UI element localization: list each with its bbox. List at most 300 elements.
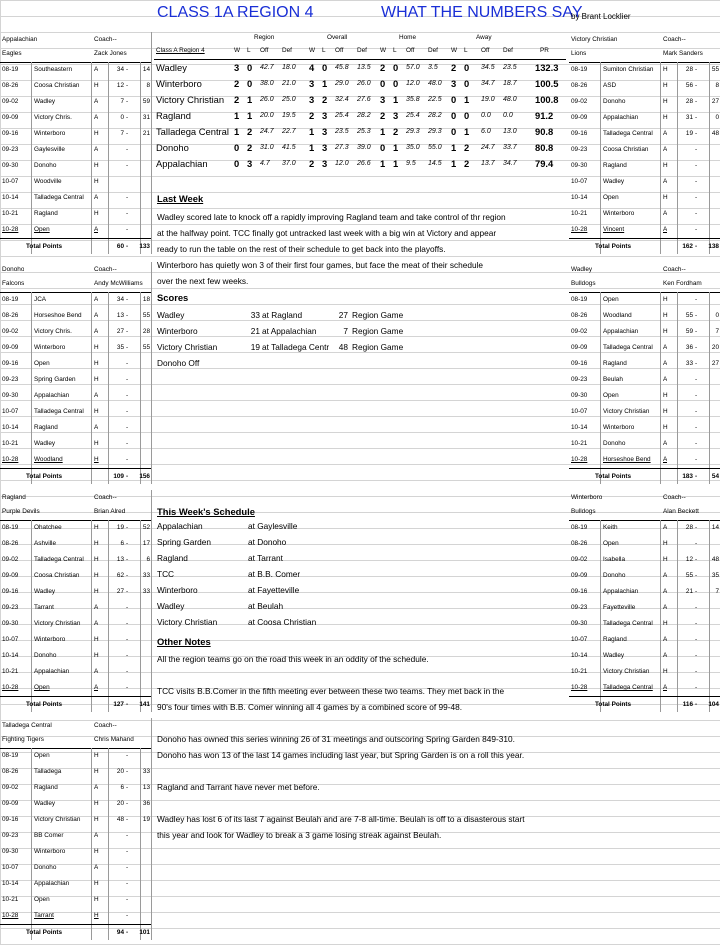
team-mascot: Purple Devils bbox=[2, 508, 40, 515]
game-dash: - bbox=[695, 620, 698, 627]
standings-cell-ow: 2 bbox=[309, 110, 315, 121]
game-location: A bbox=[663, 376, 668, 383]
game-opponent: Victory Christian bbox=[34, 620, 81, 627]
standings-cell-hoff: 35.0 bbox=[406, 144, 420, 151]
standings-team-name: Winterboro bbox=[156, 78, 202, 89]
page-title: CLASS 1A REGION 4 bbox=[157, 4, 314, 21]
game-points-for: 13 bbox=[116, 312, 124, 319]
game-row bbox=[0, 110, 151, 126]
team-school-name: Ragland bbox=[2, 494, 26, 501]
game-dash: - bbox=[126, 312, 129, 319]
game-date: 09-16 bbox=[571, 360, 588, 367]
standings-cell-aoff: 19.0 bbox=[481, 96, 495, 103]
game-dash: - bbox=[126, 194, 129, 201]
game-location: H bbox=[94, 344, 99, 351]
game-date: 10-21 bbox=[2, 210, 19, 217]
total-points-against: 54 bbox=[711, 473, 719, 480]
standings-cell-rl: 1 bbox=[247, 110, 253, 121]
total-points-label: Total Points bbox=[26, 701, 63, 708]
game-points-against: 21 bbox=[142, 130, 150, 137]
total-points-label: Total Points bbox=[26, 243, 63, 250]
game-opponent: Ragland bbox=[34, 210, 58, 217]
game-row bbox=[569, 190, 720, 206]
team-mascot: Lions bbox=[571, 50, 587, 57]
score-note: Region Game bbox=[352, 310, 404, 320]
score-team: Winterboro bbox=[157, 326, 198, 336]
standings-cell-aw: 1 bbox=[451, 158, 457, 169]
game-location: A bbox=[94, 392, 99, 399]
standings-column-headers bbox=[154, 43, 566, 59]
coach-label: Coach-- bbox=[94, 494, 117, 501]
coach-name: Zack Jones bbox=[94, 50, 127, 57]
game-row bbox=[0, 404, 151, 420]
game-location: A bbox=[663, 130, 668, 137]
header-overall: Overall bbox=[327, 34, 348, 41]
standings-cell-ow: 1 bbox=[309, 142, 315, 153]
game-date: 09-30 bbox=[2, 162, 19, 169]
schedule-opponent: at Gaylesville bbox=[248, 521, 298, 531]
game-opponent: Appalachian bbox=[603, 588, 639, 595]
game-row bbox=[569, 142, 720, 158]
standings-cell-ow: 2 bbox=[309, 158, 315, 169]
game-location: H bbox=[663, 408, 668, 415]
game-points-against: 55 bbox=[142, 344, 150, 351]
note-line: 90's four times with B.B. Comer winning all 4 games by a combined score of 99-48. bbox=[157, 702, 463, 712]
standings-cell-rdef: 37.0 bbox=[282, 160, 296, 167]
col-home-def: Def bbox=[428, 47, 438, 54]
game-opponent: Ragland bbox=[34, 784, 58, 791]
standings-cell-rl: 2 bbox=[247, 126, 253, 137]
game-opponent: Sumiton Christian bbox=[603, 66, 654, 73]
standings-cell-al: 0 bbox=[464, 62, 470, 73]
game-points-for: 7 bbox=[120, 98, 124, 105]
total-dash: - bbox=[126, 243, 129, 250]
standings-cell-hdef: 29.3 bbox=[428, 128, 442, 135]
game-row bbox=[569, 110, 720, 126]
game-dash: - bbox=[126, 392, 129, 399]
game-row bbox=[0, 536, 151, 552]
game-location: A bbox=[663, 178, 668, 185]
game-date: 08-19 bbox=[571, 296, 588, 303]
standings-cell-pr: 91.2 bbox=[535, 110, 554, 121]
game-dash: - bbox=[126, 456, 129, 463]
game-points-for: 35 bbox=[116, 344, 124, 351]
game-row bbox=[0, 388, 151, 404]
total-points-for: 94 bbox=[116, 929, 124, 936]
game-opponent: Open bbox=[34, 684, 50, 691]
last-week-line: over the next few weeks. bbox=[157, 276, 249, 286]
game-row bbox=[569, 568, 720, 584]
game-row bbox=[0, 616, 151, 632]
score-points-1: 21 bbox=[250, 326, 260, 336]
col-away-w: W bbox=[451, 47, 458, 54]
game-location: H bbox=[663, 312, 668, 319]
game-row bbox=[0, 78, 151, 94]
score-points-2: 48 bbox=[338, 342, 348, 352]
game-date: 09-02 bbox=[571, 98, 588, 105]
game-opponent: BB Comer bbox=[34, 832, 64, 839]
game-dash: - bbox=[695, 540, 698, 547]
game-opponent: Victory Christian bbox=[603, 408, 650, 415]
game-row bbox=[569, 600, 720, 616]
game-row bbox=[0, 568, 151, 584]
game-location: A bbox=[94, 668, 99, 675]
standings-cell-hoff: 12.0 bbox=[406, 80, 420, 87]
coach-label: Coach-- bbox=[94, 266, 117, 273]
game-opponent: Victory Christian bbox=[34, 816, 81, 823]
game-date: 10-07 bbox=[571, 178, 588, 185]
game-row bbox=[569, 356, 720, 372]
game-location: H bbox=[94, 376, 99, 383]
game-location: A bbox=[94, 328, 99, 335]
game-date: 09-09 bbox=[2, 344, 19, 351]
team-schedule-table bbox=[0, 32, 151, 260]
game-date: 10-14 bbox=[2, 424, 19, 431]
game-date: 09-30 bbox=[571, 162, 588, 169]
game-location: H bbox=[663, 82, 668, 89]
standings-cell-ol: 1 bbox=[322, 78, 328, 89]
standings-cell-rw: 0 bbox=[234, 142, 240, 153]
game-row bbox=[0, 324, 151, 340]
standings-cell-aoff: 34.7 bbox=[481, 80, 495, 87]
game-dash: - bbox=[695, 376, 698, 383]
game-date: 09-09 bbox=[571, 344, 588, 351]
standings-cell-hw: 1 bbox=[380, 158, 386, 169]
coach-name: Ken Fordham bbox=[663, 280, 702, 287]
game-points-against: 19 bbox=[142, 816, 150, 823]
note-line: this year and look for Wadley to break a 3 game losing streak against Beulah. bbox=[157, 830, 442, 840]
team-schedule-table bbox=[569, 32, 720, 260]
game-location: A bbox=[663, 456, 668, 463]
score-points-1: 33 bbox=[250, 310, 260, 320]
standings-cell-hoff: 35.8 bbox=[406, 96, 420, 103]
game-row bbox=[569, 584, 720, 600]
game-date: 09-30 bbox=[2, 392, 19, 399]
coach-name: Andy McWilliams bbox=[94, 280, 143, 287]
total-dash: - bbox=[695, 243, 698, 250]
game-dash: - bbox=[126, 376, 129, 383]
game-row bbox=[0, 860, 151, 876]
game-dash: - bbox=[695, 210, 698, 217]
team-subheader-row bbox=[0, 276, 151, 293]
game-dash: - bbox=[695, 82, 698, 89]
standings-cell-hl: 1 bbox=[393, 158, 399, 169]
total-points-row bbox=[0, 924, 151, 941]
game-opponent: Tarrant bbox=[34, 912, 54, 919]
game-date: 08-19 bbox=[2, 66, 19, 73]
game-opponent: Donoho bbox=[603, 98, 626, 105]
game-date: 08-19 bbox=[571, 66, 588, 73]
game-opponent: Ashville bbox=[34, 540, 57, 547]
game-date: 09-09 bbox=[2, 114, 19, 121]
game-opponent: Donoho bbox=[34, 162, 57, 169]
standings-cell-roff: 42.7 bbox=[260, 64, 274, 71]
score-opponent: at Appalachian bbox=[262, 326, 317, 336]
game-date: 10-28 bbox=[2, 456, 19, 463]
game-points-against: 48 bbox=[711, 130, 719, 137]
game-date: 10-07 bbox=[571, 408, 588, 415]
total-points-label: Total Points bbox=[26, 929, 63, 936]
game-opponent: Wadley bbox=[34, 440, 56, 447]
game-date: 09-23 bbox=[571, 376, 588, 383]
game-dash: - bbox=[126, 848, 129, 855]
game-row bbox=[569, 62, 720, 78]
game-date: 10-28 bbox=[2, 226, 19, 233]
game-date: 09-02 bbox=[571, 328, 588, 335]
game-dash: - bbox=[126, 98, 129, 105]
game-date: 10-28 bbox=[571, 684, 588, 691]
game-location: H bbox=[663, 114, 668, 121]
game-location: A bbox=[94, 194, 99, 201]
game-row bbox=[569, 536, 720, 552]
game-dash: - bbox=[126, 146, 129, 153]
game-row bbox=[569, 520, 720, 536]
standings-cell-adef: 13.0 bbox=[503, 128, 517, 135]
total-points-label: Total Points bbox=[595, 243, 632, 250]
schedule-team: Appalachian bbox=[157, 521, 203, 531]
standings-cell-rdef: 25.0 bbox=[282, 96, 296, 103]
coach-label: Coach-- bbox=[94, 36, 117, 43]
col-region-off: Off bbox=[260, 47, 269, 54]
game-points-against: 36 bbox=[142, 800, 150, 807]
game-opponent: Ragland bbox=[603, 360, 627, 367]
game-date: 10-28 bbox=[2, 912, 19, 919]
game-date: 08-19 bbox=[571, 524, 588, 531]
game-opponent: Horseshoe Bend bbox=[603, 456, 651, 463]
game-location: A bbox=[94, 620, 99, 627]
game-location: A bbox=[663, 524, 668, 531]
game-dash: - bbox=[695, 684, 698, 691]
game-points-for: 55 bbox=[685, 572, 693, 579]
col-away-off: Off bbox=[481, 47, 490, 54]
team-schedule-table bbox=[569, 490, 720, 718]
team-schedule-table bbox=[569, 262, 720, 490]
game-location: H bbox=[94, 210, 99, 217]
game-row bbox=[569, 158, 720, 174]
game-opponent: Talladega bbox=[34, 768, 62, 775]
game-date: 09-30 bbox=[571, 392, 588, 399]
game-row bbox=[569, 616, 720, 632]
total-points-for: 127 bbox=[113, 701, 124, 708]
game-opponent: Donoho bbox=[603, 572, 626, 579]
game-row bbox=[0, 892, 151, 908]
game-date: 09-23 bbox=[2, 604, 19, 611]
standings-cell-hw: 2 bbox=[380, 110, 386, 121]
game-row bbox=[569, 340, 720, 356]
game-opponent: Coosa Christian bbox=[34, 82, 80, 89]
standings-row bbox=[154, 108, 566, 124]
game-points-against: 14 bbox=[711, 524, 719, 531]
coach-name: Brian Alred bbox=[94, 508, 126, 515]
standings-cell-hdef: 28.2 bbox=[428, 112, 442, 119]
game-location: A bbox=[94, 98, 99, 105]
game-location: H bbox=[94, 360, 99, 367]
game-date: 10-21 bbox=[2, 668, 19, 675]
total-dash: - bbox=[126, 473, 129, 480]
schedule-opponent: at Tarrant bbox=[248, 553, 283, 563]
game-points-for: 6 bbox=[120, 540, 124, 547]
game-location: H bbox=[94, 588, 99, 595]
standings-cell-aoff: 34.5 bbox=[481, 64, 495, 71]
game-points-for: 62 bbox=[116, 572, 124, 579]
game-location: H bbox=[663, 556, 668, 563]
coach-name: Alan Beckett bbox=[663, 508, 699, 515]
other-notes-heading: Other Notes bbox=[157, 636, 211, 647]
standings-cell-hw: 1 bbox=[380, 126, 386, 137]
coach-label: Coach-- bbox=[663, 266, 686, 273]
game-date: 09-09 bbox=[2, 572, 19, 579]
standings-cell-hdef: 48.0 bbox=[428, 80, 442, 87]
standings-row bbox=[154, 76, 566, 92]
schedule-opponent: at Donoho bbox=[248, 537, 287, 547]
game-dash: - bbox=[126, 360, 129, 367]
standings-cell-ow: 3 bbox=[309, 94, 315, 105]
game-dash: - bbox=[695, 114, 698, 121]
schedule-team: Ragland bbox=[157, 553, 188, 563]
game-location: H bbox=[663, 392, 668, 399]
standings-cell-roff: 31.0 bbox=[260, 144, 274, 151]
game-row bbox=[569, 404, 720, 420]
standings-cell-rw: 2 bbox=[234, 94, 240, 105]
standings-cell-rw: 1 bbox=[234, 110, 240, 121]
game-opponent: Winterboro bbox=[34, 848, 66, 855]
game-points-for: 34 bbox=[116, 66, 124, 73]
col-region-w: W bbox=[234, 47, 241, 54]
game-points-against: 31 bbox=[142, 114, 150, 121]
game-opponent: Victory Christian bbox=[603, 668, 650, 675]
standings-cell-rl: 2 bbox=[247, 142, 253, 153]
standings-row bbox=[154, 156, 566, 172]
game-row bbox=[0, 844, 151, 860]
standings-cell-pr: 90.8 bbox=[535, 126, 554, 137]
game-opponent: Open bbox=[603, 392, 619, 399]
game-opponent: Talladega Central bbox=[34, 194, 84, 201]
team-subheader-row bbox=[0, 504, 151, 521]
standings-team-name: Donoho bbox=[156, 142, 189, 153]
schedule-heading: This Week's Schedule bbox=[157, 506, 255, 517]
game-opponent: Coosa Christian bbox=[603, 146, 649, 153]
total-points-label: Total Points bbox=[26, 473, 63, 480]
game-opponent: Fayetteville bbox=[603, 604, 636, 611]
game-row bbox=[0, 452, 151, 468]
game-date: 09-23 bbox=[2, 376, 19, 383]
header-away: Away bbox=[476, 34, 492, 41]
game-points-against: 52 bbox=[142, 524, 150, 531]
standings-cell-adef: 48.0 bbox=[503, 96, 517, 103]
game-row bbox=[569, 648, 720, 664]
standings-cell-al: 1 bbox=[464, 94, 470, 105]
game-opponent: Winterboro bbox=[34, 130, 66, 137]
standings-cell-hw: 0 bbox=[380, 78, 386, 89]
col-away-def: Def bbox=[503, 47, 513, 54]
game-points-against: 33 bbox=[142, 588, 150, 595]
game-row bbox=[0, 748, 151, 764]
game-location: H bbox=[94, 408, 99, 415]
score-team: Donoho Off bbox=[157, 358, 200, 368]
game-dash: - bbox=[126, 864, 129, 871]
game-points-for: 7 bbox=[120, 130, 124, 137]
game-location: A bbox=[663, 344, 668, 351]
game-dash: - bbox=[126, 66, 129, 73]
game-date: 08-26 bbox=[2, 312, 19, 319]
game-opponent: Open bbox=[34, 360, 50, 367]
game-row bbox=[569, 206, 720, 222]
game-date: 10-21 bbox=[571, 210, 588, 217]
game-opponent: Horseshoe Bend bbox=[34, 312, 82, 319]
standings-cell-rdef: 18.0 bbox=[282, 64, 296, 71]
game-date: 08-19 bbox=[2, 752, 19, 759]
game-opponent: Appalachian bbox=[34, 392, 70, 399]
last-week-line: at the halfway point. TCC finally got untracked last week with a big win at Victory and appear bbox=[157, 228, 497, 238]
game-opponent: Donoho bbox=[34, 864, 57, 871]
standings-cell-rw: 2 bbox=[234, 78, 240, 89]
game-points-for: 27 bbox=[116, 328, 124, 335]
standings-cell-adef: 23.5 bbox=[503, 64, 517, 71]
game-points-for: 0 bbox=[120, 114, 124, 121]
team-school-name: Talladega Central bbox=[2, 722, 52, 729]
game-date: 10-07 bbox=[2, 178, 19, 185]
standings-cell-rl: 1 bbox=[247, 94, 253, 105]
game-dash: - bbox=[695, 328, 698, 335]
game-date: 09-02 bbox=[2, 328, 19, 335]
game-dash: - bbox=[695, 524, 698, 531]
col-overall-l: L bbox=[322, 47, 326, 54]
score-points-2: 7 bbox=[343, 326, 348, 336]
game-row bbox=[0, 600, 151, 616]
game-dash: - bbox=[695, 178, 698, 185]
standings-row bbox=[154, 92, 566, 108]
game-location: H bbox=[663, 296, 668, 303]
standings-cell-rdef: 41.5 bbox=[282, 144, 296, 151]
game-opponent: Beulah bbox=[603, 376, 623, 383]
standings-cell-aoff: 13.7 bbox=[481, 160, 495, 167]
game-dash: - bbox=[695, 162, 698, 169]
last-week-line: Wadley scored late to knock off a rapidly improving Ragland team and take control of thr region bbox=[157, 212, 506, 222]
col-home-w: W bbox=[380, 47, 387, 54]
game-location: A bbox=[94, 832, 99, 839]
game-row bbox=[0, 126, 151, 142]
standings-team-name: Wadley bbox=[156, 62, 187, 73]
game-dash: - bbox=[126, 540, 129, 547]
game-row bbox=[569, 94, 720, 110]
standings-cell-pr: 132.3 bbox=[535, 62, 559, 73]
game-location: A bbox=[94, 146, 99, 153]
game-points-for: 59 bbox=[685, 328, 693, 335]
game-date: 08-26 bbox=[2, 768, 19, 775]
game-opponent: Donoho bbox=[34, 652, 57, 659]
game-location: H bbox=[94, 178, 99, 185]
game-location: H bbox=[94, 572, 99, 579]
game-points-for: 33 bbox=[685, 360, 693, 367]
game-opponent: Ragland bbox=[603, 636, 627, 643]
game-location: A bbox=[663, 226, 668, 233]
standings-cell-al: 0 bbox=[464, 78, 470, 89]
game-row bbox=[569, 324, 720, 340]
schedule-team: Wadley bbox=[157, 601, 185, 611]
game-opponent: Open bbox=[603, 296, 619, 303]
game-opponent: Southeastern bbox=[34, 66, 73, 73]
standings-row bbox=[154, 60, 566, 76]
game-date: 09-02 bbox=[2, 98, 19, 105]
standings-cell-ooff: 27.3 bbox=[335, 144, 349, 151]
team-schedule-table bbox=[0, 490, 151, 718]
team-mascot: Fighting Tigers bbox=[2, 736, 44, 743]
game-dash: - bbox=[126, 668, 129, 675]
team-subheader-row bbox=[0, 732, 151, 749]
game-date: 09-23 bbox=[571, 146, 588, 153]
coach-name: Mark Sanders bbox=[663, 50, 703, 57]
total-points-against: 133 bbox=[139, 243, 150, 250]
